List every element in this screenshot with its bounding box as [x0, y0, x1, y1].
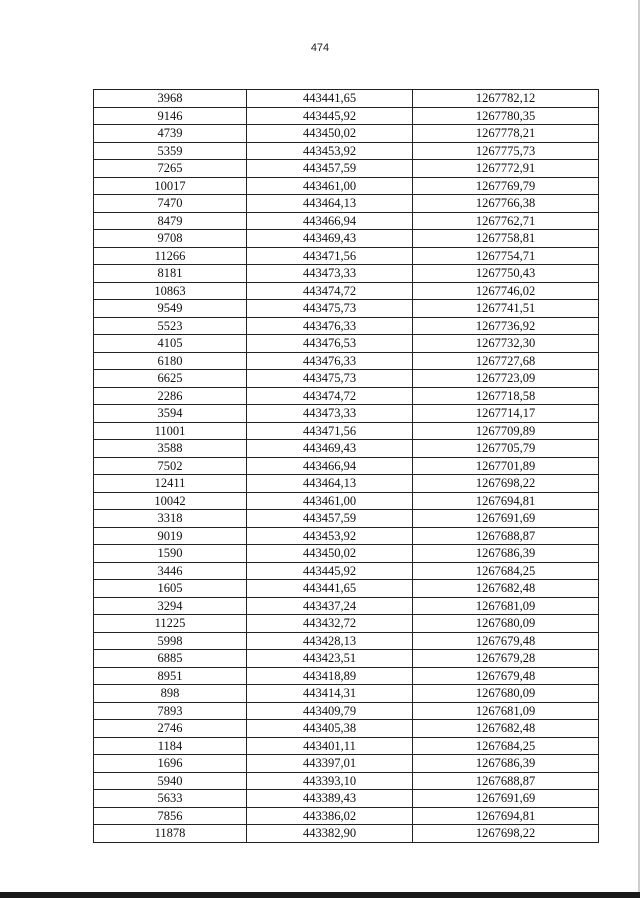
coordinates-table-container — [93, 89, 595, 843]
x-coordinate-cell: 443418,89 — [247, 667, 413, 685]
table-row — [94, 265, 599, 283]
table-row — [94, 230, 599, 248]
y-coordinate-cell: 1267772,91 — [413, 160, 599, 178]
x-coordinate-cell: 443405,38 — [247, 720, 413, 738]
table-row — [94, 247, 599, 265]
x-coordinate-cell: 443393,10 — [247, 772, 413, 790]
point-id-cell: 2746 — [94, 720, 247, 738]
y-coordinate-cell: 1267686,39 — [413, 755, 599, 773]
y-coordinate-cell: 1267701,89 — [413, 457, 599, 475]
table-row — [94, 545, 599, 563]
point-id-cell: 3294 — [94, 597, 247, 615]
table-row — [94, 562, 599, 580]
point-id-cell: 4105 — [94, 335, 247, 353]
y-coordinate-cell: 1267754,71 — [413, 247, 599, 265]
y-coordinate-cell: 1267681,09 — [413, 702, 599, 720]
y-coordinate-cell: 1267709,89 — [413, 422, 599, 440]
table-row — [94, 335, 599, 353]
x-coordinate-cell: 443450,02 — [247, 545, 413, 563]
point-id-cell: 5523 — [94, 317, 247, 335]
table-row — [94, 737, 599, 755]
table-row — [94, 177, 599, 195]
point-id-cell: 1590 — [94, 545, 247, 563]
y-coordinate-cell: 1267714,17 — [413, 405, 599, 423]
x-coordinate-cell: 443469,43 — [247, 440, 413, 458]
point-id-cell: 4739 — [94, 125, 247, 143]
table-row — [94, 492, 599, 510]
table-row — [94, 650, 599, 668]
table-row — [94, 422, 599, 440]
x-coordinate-cell: 443382,90 — [247, 825, 413, 843]
table-row — [94, 440, 599, 458]
table-row — [94, 387, 599, 405]
x-coordinate-cell: 443428,13 — [247, 632, 413, 650]
y-coordinate-cell: 1267679,28 — [413, 650, 599, 668]
table-row — [94, 615, 599, 633]
table-row — [94, 317, 599, 335]
point-id-cell: 8951 — [94, 667, 247, 685]
x-coordinate-cell: 443471,56 — [247, 422, 413, 440]
x-coordinate-cell: 443423,51 — [247, 650, 413, 668]
y-coordinate-cell: 1267782,12 — [413, 90, 599, 108]
table-row — [94, 510, 599, 528]
point-id-cell: 9708 — [94, 230, 247, 248]
point-id-cell: 11266 — [94, 247, 247, 265]
x-coordinate-cell: 443476,33 — [247, 352, 413, 370]
y-coordinate-cell: 1267684,25 — [413, 562, 599, 580]
x-coordinate-cell: 443445,92 — [247, 562, 413, 580]
point-id-cell: 3318 — [94, 510, 247, 528]
table-row — [94, 720, 599, 738]
x-coordinate-cell: 443457,59 — [247, 510, 413, 528]
y-coordinate-cell: 1267780,35 — [413, 107, 599, 125]
x-coordinate-cell: 443475,73 — [247, 370, 413, 388]
table-row — [94, 755, 599, 773]
point-id-cell: 3446 — [94, 562, 247, 580]
point-id-cell: 12411 — [94, 475, 247, 493]
x-coordinate-cell: 443466,94 — [247, 212, 413, 230]
x-coordinate-cell: 443450,02 — [247, 125, 413, 143]
table-row — [94, 125, 599, 143]
point-id-cell: 5359 — [94, 142, 247, 160]
point-id-cell: 5633 — [94, 790, 247, 808]
x-coordinate-cell: 443437,24 — [247, 597, 413, 615]
table-row — [94, 527, 599, 545]
point-id-cell: 11878 — [94, 825, 247, 843]
x-coordinate-cell: 443409,79 — [247, 702, 413, 720]
x-coordinate-cell: 443401,11 — [247, 737, 413, 755]
y-coordinate-cell: 1267769,79 — [413, 177, 599, 195]
x-coordinate-cell: 443414,31 — [247, 685, 413, 703]
table-row — [94, 142, 599, 160]
point-id-cell: 10042 — [94, 492, 247, 510]
point-id-cell: 11225 — [94, 615, 247, 633]
table-row — [94, 107, 599, 125]
x-coordinate-cell: 443432,72 — [247, 615, 413, 633]
point-id-cell: 1184 — [94, 737, 247, 755]
x-coordinate-cell: 443473,33 — [247, 265, 413, 283]
table-row — [94, 282, 599, 300]
x-coordinate-cell: 443464,13 — [247, 195, 413, 213]
x-coordinate-cell: 443389,43 — [247, 790, 413, 808]
x-coordinate-cell: 443469,43 — [247, 230, 413, 248]
table-row — [94, 405, 599, 423]
x-coordinate-cell: 443474,72 — [247, 387, 413, 405]
x-coordinate-cell: 443457,59 — [247, 160, 413, 178]
y-coordinate-cell: 1267688,87 — [413, 527, 599, 545]
x-coordinate-cell: 443453,92 — [247, 527, 413, 545]
y-coordinate-cell: 1267698,22 — [413, 825, 599, 843]
y-coordinate-cell: 1267775,73 — [413, 142, 599, 160]
point-id-cell: 3968 — [94, 90, 247, 108]
y-coordinate-cell: 1267741,51 — [413, 300, 599, 318]
table-row — [94, 580, 599, 598]
y-coordinate-cell: 1267762,71 — [413, 212, 599, 230]
table-row — [94, 632, 599, 650]
y-coordinate-cell: 1267778,21 — [413, 125, 599, 143]
table-row — [94, 160, 599, 178]
y-coordinate-cell: 1267679,48 — [413, 667, 599, 685]
x-coordinate-cell: 443461,00 — [247, 492, 413, 510]
point-id-cell: 7265 — [94, 160, 247, 178]
y-coordinate-cell: 1267691,69 — [413, 790, 599, 808]
point-id-cell: 3588 — [94, 440, 247, 458]
y-coordinate-cell: 1267686,39 — [413, 545, 599, 563]
point-id-cell: 9146 — [94, 107, 247, 125]
table-row — [94, 195, 599, 213]
x-coordinate-cell: 443476,53 — [247, 335, 413, 353]
scan-bottom-edge — [0, 892, 640, 898]
x-coordinate-cell: 443464,13 — [247, 475, 413, 493]
y-coordinate-cell: 1267680,09 — [413, 685, 599, 703]
y-coordinate-cell: 1267684,25 — [413, 737, 599, 755]
table-row — [94, 597, 599, 615]
x-coordinate-cell: 443397,01 — [247, 755, 413, 773]
table-row — [94, 790, 599, 808]
coordinates-table — [93, 89, 599, 843]
point-id-cell: 1605 — [94, 580, 247, 598]
x-coordinate-cell: 443466,94 — [247, 457, 413, 475]
point-id-cell: 5998 — [94, 632, 247, 650]
table-row — [94, 212, 599, 230]
x-coordinate-cell: 443473,33 — [247, 405, 413, 423]
coordinates-table-body — [94, 90, 599, 843]
table-row — [94, 807, 599, 825]
x-coordinate-cell: 443461,00 — [247, 177, 413, 195]
table-row — [94, 825, 599, 843]
point-id-cell: 7502 — [94, 457, 247, 475]
y-coordinate-cell: 1267698,22 — [413, 475, 599, 493]
x-coordinate-cell: 443474,72 — [247, 282, 413, 300]
y-coordinate-cell: 1267723,09 — [413, 370, 599, 388]
y-coordinate-cell: 1267682,48 — [413, 720, 599, 738]
x-coordinate-cell: 443445,92 — [247, 107, 413, 125]
x-coordinate-cell: 443471,56 — [247, 247, 413, 265]
point-id-cell: 5940 — [94, 772, 247, 790]
point-id-cell: 6625 — [94, 370, 247, 388]
table-row — [94, 772, 599, 790]
y-coordinate-cell: 1267727,68 — [413, 352, 599, 370]
table-row — [94, 90, 599, 108]
point-id-cell: 6885 — [94, 650, 247, 668]
page-number: 474 — [310, 42, 330, 54]
y-coordinate-cell: 1267705,79 — [413, 440, 599, 458]
y-coordinate-cell: 1267758,81 — [413, 230, 599, 248]
point-id-cell: 6180 — [94, 352, 247, 370]
point-id-cell: 2286 — [94, 387, 247, 405]
point-id-cell: 8479 — [94, 212, 247, 230]
point-id-cell: 7893 — [94, 702, 247, 720]
x-coordinate-cell: 443476,33 — [247, 317, 413, 335]
point-id-cell: 3594 — [94, 405, 247, 423]
table-row — [94, 352, 599, 370]
table-row — [94, 370, 599, 388]
table-row — [94, 685, 599, 703]
point-id-cell: 9549 — [94, 300, 247, 318]
y-coordinate-cell: 1267681,09 — [413, 597, 599, 615]
point-id-cell: 10863 — [94, 282, 247, 300]
table-row — [94, 457, 599, 475]
table-row — [94, 475, 599, 493]
x-coordinate-cell: 443475,73 — [247, 300, 413, 318]
y-coordinate-cell: 1267694,81 — [413, 807, 599, 825]
x-coordinate-cell: 443441,65 — [247, 580, 413, 598]
y-coordinate-cell: 1267688,87 — [413, 772, 599, 790]
point-id-cell: 11001 — [94, 422, 247, 440]
y-coordinate-cell: 1267679,48 — [413, 632, 599, 650]
y-coordinate-cell: 1267736,92 — [413, 317, 599, 335]
point-id-cell: 8181 — [94, 265, 247, 283]
y-coordinate-cell: 1267680,09 — [413, 615, 599, 633]
x-coordinate-cell: 443441,65 — [247, 90, 413, 108]
y-coordinate-cell: 1267750,43 — [413, 265, 599, 283]
point-id-cell: 898 — [94, 685, 247, 703]
y-coordinate-cell: 1267732,30 — [413, 335, 599, 353]
y-coordinate-cell: 1267682,48 — [413, 580, 599, 598]
point-id-cell: 7470 — [94, 195, 247, 213]
point-id-cell: 10017 — [94, 177, 247, 195]
table-row — [94, 667, 599, 685]
y-coordinate-cell: 1267691,69 — [413, 510, 599, 528]
point-id-cell: 9019 — [94, 527, 247, 545]
y-coordinate-cell: 1267718,58 — [413, 387, 599, 405]
point-id-cell: 7856 — [94, 807, 247, 825]
table-row — [94, 300, 599, 318]
table-row — [94, 702, 599, 720]
y-coordinate-cell: 1267766,38 — [413, 195, 599, 213]
point-id-cell: 1696 — [94, 755, 247, 773]
y-coordinate-cell: 1267694,81 — [413, 492, 599, 510]
y-coordinate-cell: 1267746,02 — [413, 282, 599, 300]
x-coordinate-cell: 443386,02 — [247, 807, 413, 825]
x-coordinate-cell: 443453,92 — [247, 142, 413, 160]
